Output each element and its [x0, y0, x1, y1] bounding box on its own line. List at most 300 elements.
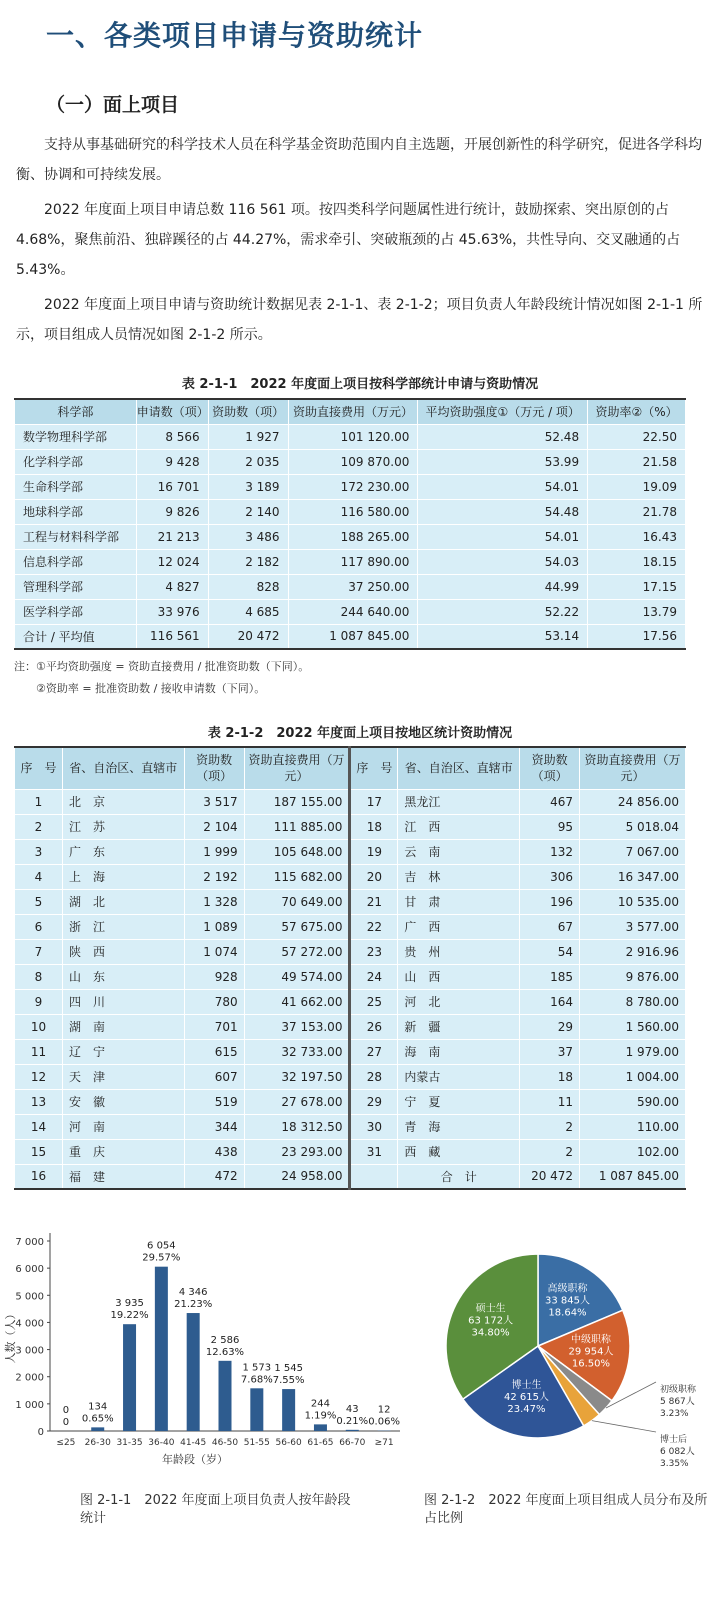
- pie-label-value: 6 082人: [660, 1447, 695, 1457]
- table-cell: 17.15: [588, 574, 686, 599]
- table-cell: 32 197.50: [244, 1064, 350, 1089]
- table-cell: 105 648.00: [244, 839, 350, 864]
- bar: [314, 1424, 327, 1431]
- table-cell: 6: [15, 914, 63, 939]
- table-row: [15, 524, 686, 549]
- bar-percent-label: 29.57%: [142, 1252, 181, 1264]
- table-cell: 生命科学部: [15, 474, 137, 499]
- pie-label-percent: 3.35%: [660, 1459, 689, 1469]
- pie-label-name: 初级职称: [660, 1385, 697, 1395]
- note-2: ②资助率 = 批准资助数 / 接收申请数（下同）。: [36, 682, 266, 695]
- staff-pie-chart: [430, 1228, 720, 1478]
- pie-label-value: 5 867人: [660, 1397, 695, 1407]
- table-cell: 宁 夏: [398, 1089, 520, 1114]
- table-cell: 3 189: [208, 474, 288, 499]
- y-axis-label: 人数（人）: [4, 1308, 17, 1364]
- table-cell: 590.00: [580, 1089, 686, 1114]
- table1-caption: 表 2-1-1 2022 年度面上项目按科学部统计申请与资助情况: [181, 377, 539, 392]
- table-cell: 70 649.00: [244, 889, 350, 914]
- table-cell: 地球科学部: [15, 499, 137, 524]
- table-row: [15, 549, 686, 574]
- x-tick-label: 41-45: [180, 1438, 207, 1448]
- table-cell: 1 087 845.00: [288, 624, 418, 649]
- table-cell: 江 苏: [62, 814, 184, 839]
- figure2-caption: [424, 1492, 710, 1528]
- table-cell: 1 087 845.00: [580, 1164, 686, 1189]
- table-cell: 内蒙古: [398, 1064, 520, 1089]
- table-cell: [350, 1164, 398, 1189]
- table-row: [15, 989, 686, 1014]
- pie-label-value: 63 172人: [468, 1315, 514, 1327]
- table-row: [15, 599, 686, 624]
- x-tick-label: 66-70: [339, 1438, 366, 1448]
- bar-percent-label: 7.55%: [272, 1375, 305, 1387]
- col-header: 资助数（项）: [208, 399, 288, 424]
- pie-label-percent: 16.50%: [571, 1358, 611, 1370]
- table-row: [15, 1014, 686, 1039]
- table-cell: 18.15: [588, 549, 686, 574]
- table-cell: 14: [15, 1114, 63, 1139]
- bar-value-label: 43: [345, 1403, 359, 1415]
- table-cell: 海 南: [398, 1039, 520, 1064]
- table-cell: 5: [15, 889, 63, 914]
- table-cell: 519: [184, 1089, 244, 1114]
- page-title: 一、各类项目申请与资助统计: [46, 19, 424, 52]
- x-tick-label: 51-55: [243, 1438, 270, 1448]
- col-header: 科学部: [15, 399, 137, 424]
- table-cell: 18 312.50: [244, 1114, 350, 1139]
- pie-label-name: 博士生: [511, 1380, 542, 1392]
- table-cell: 新 疆: [398, 1014, 520, 1039]
- x-tick-label: 56-60: [275, 1438, 302, 1448]
- table-cell: 9 428: [136, 449, 208, 474]
- table-cell: 19: [350, 839, 398, 864]
- table-cell: 109 870.00: [288, 449, 418, 474]
- table-row: [15, 474, 686, 499]
- bar-value-label: 244: [310, 1398, 331, 1410]
- table-cell: 3 486: [208, 524, 288, 549]
- table-row: [15, 1089, 686, 1114]
- x-tick-label: 26-30: [84, 1438, 111, 1448]
- x-tick-label: 31-35: [116, 1438, 143, 1448]
- table-cell: 22: [350, 914, 398, 939]
- table-cell: 57 675.00: [244, 914, 350, 939]
- bar-value-label: 134: [88, 1401, 108, 1413]
- age-bar-chart: [0, 1228, 420, 1478]
- table-cell: 广 东: [62, 839, 184, 864]
- table-cell: 110.00: [580, 1114, 686, 1139]
- table-cell: 29: [520, 1014, 580, 1039]
- table-cell: 344: [184, 1114, 244, 1139]
- bar: [250, 1388, 263, 1431]
- table-by-department: [14, 398, 686, 650]
- table-cell: 467: [520, 789, 580, 814]
- table-cell: 188 265.00: [288, 524, 418, 549]
- bar-value-label: 12: [377, 1404, 391, 1416]
- pie-label-name: 高级职称: [547, 1283, 588, 1295]
- bar-percent-label: 12.63%: [205, 1346, 245, 1358]
- table-cell: 29: [350, 1089, 398, 1114]
- table-cell: 上 海: [62, 864, 184, 889]
- y-tick-label: 5 000: [15, 1291, 44, 1303]
- x-tick-label: 36-40: [148, 1438, 175, 1448]
- bar: [155, 1267, 168, 1431]
- table-cell: 2 140: [208, 499, 288, 524]
- table-row: [15, 1139, 686, 1164]
- table-row: [15, 839, 686, 864]
- table-cell: 27: [350, 1039, 398, 1064]
- bar: [282, 1389, 295, 1431]
- table-cell: 187 155.00: [244, 789, 350, 814]
- table-cell: 9: [15, 989, 63, 1014]
- table-row: [15, 814, 686, 839]
- table-cell: 黑龙江: [398, 789, 520, 814]
- table-cell: 11: [15, 1039, 63, 1064]
- table-cell: 9 826: [136, 499, 208, 524]
- table-cell: 27 678.00: [244, 1089, 350, 1114]
- bar-percent-label: 7.68%: [240, 1374, 273, 1386]
- table-cell: 陕 西: [62, 939, 184, 964]
- table-cell: 4 685: [208, 599, 288, 624]
- table-cell: 16.43: [588, 524, 686, 549]
- bar-percent-label: 19.22%: [110, 1310, 149, 1322]
- table-cell: 117 890.00: [288, 549, 418, 574]
- table-cell: 3 517: [184, 789, 244, 814]
- table-cell: 10: [15, 1014, 63, 1039]
- table-cell: 16 701: [136, 474, 208, 499]
- bar-value-label: 6 054: [147, 1240, 176, 1252]
- table-cell: 17.56: [588, 624, 686, 649]
- table-row: [15, 1039, 686, 1064]
- table-cell: 438: [184, 1139, 244, 1164]
- table-cell: 22.50: [588, 424, 686, 449]
- table-cell: 23 293.00: [244, 1139, 350, 1164]
- table-cell: 8: [15, 964, 63, 989]
- table-cell: 21.58: [588, 449, 686, 474]
- table-cell: 1 074: [184, 939, 244, 964]
- table-row: [15, 964, 686, 989]
- table-row: [15, 864, 686, 889]
- y-tick-label: 6 000: [15, 1264, 44, 1276]
- table-cell: 10 535.00: [580, 889, 686, 914]
- pie-label-value: 29 954人: [568, 1346, 614, 1358]
- table-cell: 21 213: [136, 524, 208, 549]
- table-cell: 28: [350, 1064, 398, 1089]
- table-cell: 16 347.00: [580, 864, 686, 889]
- table-cell: 615: [184, 1039, 244, 1064]
- pie-leader-line: [592, 1421, 656, 1432]
- x-axis-label: 年龄段（岁）: [162, 1453, 228, 1466]
- table-cell: 2 916.96: [580, 939, 686, 964]
- table-cell: 101 120.00: [288, 424, 418, 449]
- table-row: [15, 624, 686, 649]
- figure2-caption-text: 图 2-1-2 2022 年度面上项目组成人员分布及所占比例: [424, 1493, 708, 1526]
- table-cell: 116 580.00: [288, 499, 418, 524]
- y-tick-label: 1 000: [15, 1399, 44, 1411]
- table-cell: 52.22: [418, 599, 588, 624]
- bar: [123, 1324, 136, 1431]
- table-cell: 472: [184, 1164, 244, 1189]
- paragraph-2: 2022 年度面上项目申请总数 116 561 项。按四类科学问题属性进行统计，鼓励探索、突出原创的占 4.68%，聚焦前沿、独辟蹊径的占 44.27%，需求牵引、突破瓶颈的占 45.63%，共性导向、交叉融通的占 5.43%。: [16, 202, 681, 278]
- table-cell: 青 海: [398, 1114, 520, 1139]
- pie-label-percent: 23.47%: [507, 1404, 546, 1416]
- table-cell: 3: [15, 839, 63, 864]
- x-tick-label: ≤25: [56, 1438, 76, 1448]
- table-cell: 2: [15, 814, 63, 839]
- table-cell: 828: [208, 574, 288, 599]
- table-cell: 四 川: [62, 989, 184, 1014]
- bar-value-label: 1 573: [242, 1362, 272, 1374]
- table-cell: 33 976: [136, 599, 208, 624]
- bar-percent-label: 0.65%: [81, 1413, 114, 1425]
- bar-value-label: 4 346: [178, 1287, 208, 1299]
- table-cell: 102.00: [580, 1139, 686, 1164]
- y-tick-label: 4 000: [15, 1318, 44, 1330]
- section-title: （一）面上项目: [46, 94, 180, 116]
- table-cell: 23: [350, 939, 398, 964]
- table-cell: 164: [520, 989, 580, 1014]
- pie-label-percent: 34.80%: [471, 1327, 510, 1339]
- bar-value-label: 3 935: [115, 1298, 144, 1310]
- table-cell: 福 建: [62, 1164, 184, 1189]
- table1-notes: [14, 656, 309, 700]
- table-cell: 9 876.00: [580, 964, 686, 989]
- table-row: [15, 889, 686, 914]
- bar: [91, 1427, 104, 1431]
- bar-percent-label: 21.23%: [174, 1299, 213, 1311]
- table-cell: 12: [15, 1064, 63, 1089]
- table-cell: 1 089: [184, 914, 244, 939]
- table-cell: 53.99: [418, 449, 588, 474]
- table-cell: 重 庆: [62, 1139, 184, 1164]
- table-cell: 吉 林: [398, 864, 520, 889]
- table-cell: 8 780.00: [580, 989, 686, 1014]
- pie-label-name: 博士后: [660, 1435, 688, 1445]
- table-cell: 2 104: [184, 814, 244, 839]
- table-cell: 西 藏: [398, 1139, 520, 1164]
- col-header: 序 号: [15, 747, 63, 789]
- table-cell: 21: [350, 889, 398, 914]
- table-cell: 2: [520, 1114, 580, 1139]
- table-cell: 18: [520, 1064, 580, 1089]
- table-cell: 天 津: [62, 1064, 184, 1089]
- table-row: [15, 939, 686, 964]
- paragraph-1: 支持从事基础研究的科学技术人员在科学基金资助范围内自主选题，开展创新性的科学研究，促进各学科均衡、协调和可持续发展。: [16, 137, 702, 183]
- table-cell: 54.01: [418, 474, 588, 499]
- table-cell: 山 东: [62, 964, 184, 989]
- table-cell: 1 560.00: [580, 1014, 686, 1039]
- figure1-caption-text: 图 2-1-1 2022 年度面上项目负责人按年龄段统计: [80, 1493, 351, 1526]
- table-cell: 2 035: [208, 449, 288, 474]
- table-cell: 1 328: [184, 889, 244, 914]
- table-cell: 合 计: [398, 1164, 520, 1189]
- table-cell: 244 640.00: [288, 599, 418, 624]
- table-cell: 2 192: [184, 864, 244, 889]
- col-header: 资助率②（%）: [588, 399, 686, 424]
- table-cell: 甘 肃: [398, 889, 520, 914]
- table-cell: 合计 / 平均值: [15, 624, 137, 649]
- table-cell: 116 561: [136, 624, 208, 649]
- table-cell: 701: [184, 1014, 244, 1039]
- table-cell: 7 067.00: [580, 839, 686, 864]
- table-cell: 115 682.00: [244, 864, 350, 889]
- table-cell: 26: [350, 1014, 398, 1039]
- table-cell: 信息科学部: [15, 549, 137, 574]
- pie-label-value: 33 845人: [544, 1295, 590, 1307]
- table-cell: 67: [520, 914, 580, 939]
- col-header: 资助数（项）: [184, 747, 244, 789]
- table-cell: 44.99: [418, 574, 588, 599]
- table-cell: 20: [350, 864, 398, 889]
- bar-value-label: 0: [62, 1405, 70, 1416]
- table-cell: 95: [520, 814, 580, 839]
- table-cell: 306: [520, 864, 580, 889]
- col-header: 资助直接费用（万元）: [288, 399, 418, 424]
- table-cell: 196: [520, 889, 580, 914]
- table-row: [15, 914, 686, 939]
- table-cell: 7: [15, 939, 63, 964]
- table-cell: 湖 北: [62, 889, 184, 914]
- table-cell: 24 856.00: [580, 789, 686, 814]
- pie-label-name: 硕士生: [475, 1303, 506, 1315]
- col-header: 申请数（项）: [136, 399, 208, 424]
- table-cell: 河 北: [398, 989, 520, 1014]
- table-cell: 湖 南: [62, 1014, 184, 1039]
- table-cell: 30: [350, 1114, 398, 1139]
- table-row: [15, 1164, 686, 1189]
- table-cell: 12 024: [136, 549, 208, 574]
- table-cell: 19.09: [588, 474, 686, 499]
- table-cell: 2: [520, 1139, 580, 1164]
- table-cell: 广 西: [398, 914, 520, 939]
- table-cell: 1 999: [184, 839, 244, 864]
- table-cell: 1 927: [208, 424, 288, 449]
- table-cell: 111 885.00: [244, 814, 350, 839]
- table-cell: 780: [184, 989, 244, 1014]
- table-by-region: [14, 746, 686, 1190]
- table-cell: 24: [350, 964, 398, 989]
- table-cell: 2 182: [208, 549, 288, 574]
- table-cell: 15: [15, 1139, 63, 1164]
- bar-percent-label: 0: [62, 1417, 70, 1428]
- table-cell: 3 577.00: [580, 914, 686, 939]
- table-cell: 13: [15, 1089, 63, 1114]
- table2-caption: 表 2-1-2 2022 年度面上项目按地区统计资助情况: [207, 726, 513, 741]
- table-cell: 13.79: [588, 599, 686, 624]
- table-cell: 24 958.00: [244, 1164, 350, 1189]
- table-header-row: [15, 399, 686, 424]
- pie-label-percent: 3.23%: [660, 1409, 689, 1419]
- x-tick-label: 61-65: [307, 1438, 334, 1448]
- table-row: [15, 789, 686, 814]
- table-cell: 37 250.00: [288, 574, 418, 599]
- table-cell: 20 472: [208, 624, 288, 649]
- table-cell: 52.48: [418, 424, 588, 449]
- y-tick-label: 7 000: [15, 1237, 44, 1248]
- table-cell: 54.03: [418, 549, 588, 574]
- note-1: 注：①平均资助强度 = 资助直接费用 / 批准资助数（下同）。: [14, 660, 310, 673]
- x-tick-label: 46-50: [211, 1438, 239, 1448]
- bar-value-label: 1 545: [274, 1363, 303, 1375]
- table-cell: 11: [520, 1089, 580, 1114]
- table-row: [15, 424, 686, 449]
- table-cell: 贵 州: [398, 939, 520, 964]
- table-cell: 化学科学部: [15, 449, 137, 474]
- table-row: [15, 574, 686, 599]
- x-tick-label: ≥71: [374, 1438, 394, 1448]
- pie-label-percent: 18.64%: [548, 1307, 587, 1319]
- table-cell: 21.78: [588, 499, 686, 524]
- table-cell: 25: [350, 989, 398, 1014]
- table-cell: 山 西: [398, 964, 520, 989]
- table-cell: 37: [520, 1039, 580, 1064]
- bar-percent-label: 1.19%: [304, 1410, 337, 1422]
- table-cell: 医学科学部: [15, 599, 137, 624]
- table-row: [15, 1064, 686, 1089]
- col-header: 省、自治区、直辖市: [398, 747, 520, 789]
- table-row: [15, 449, 686, 474]
- bar: [187, 1313, 200, 1431]
- table-cell: 53.14: [418, 624, 588, 649]
- table-cell: 54.48: [418, 499, 588, 524]
- pie-label-value: 42 615人: [503, 1392, 549, 1404]
- table-cell: 607: [184, 1064, 244, 1089]
- bar: [346, 1430, 359, 1431]
- col-header: 资助直接费用（万元）: [244, 747, 350, 789]
- table-cell: 数学物理科学部: [15, 424, 137, 449]
- table-cell: 辽 宁: [62, 1039, 184, 1064]
- table-cell: 31: [350, 1139, 398, 1164]
- table-cell: 4 827: [136, 574, 208, 599]
- table-cell: 54: [520, 939, 580, 964]
- table-cell: 172 230.00: [288, 474, 418, 499]
- table-cell: 1 004.00: [580, 1064, 686, 1089]
- paragraph-3: 2022 年度面上项目申请与资助统计数据见表 2-1-1、表 2-1-2；项目负责人年龄段统计情况如图 2-1-1 所示，项目组成人员情况如图 2-1-2 所示。: [16, 297, 703, 343]
- table-cell: 8 566: [136, 424, 208, 449]
- table-cell: 132: [520, 839, 580, 864]
- table-cell: 32 733.00: [244, 1039, 350, 1064]
- col-header: 序 号: [350, 747, 398, 789]
- table-cell: 北 京: [62, 789, 184, 814]
- y-tick-label: 3 000: [15, 1345, 44, 1357]
- table-cell: 1 979.00: [580, 1039, 686, 1064]
- table-cell: 20 472: [520, 1164, 580, 1189]
- bar-percent-label: 0.21%: [336, 1415, 369, 1427]
- table-cell: 工程与材料科学部: [15, 524, 137, 549]
- table-cell: 16: [15, 1164, 63, 1189]
- table-cell: 37 153.00: [244, 1014, 350, 1039]
- table-cell: 185: [520, 964, 580, 989]
- y-tick-label: 2 000: [15, 1372, 44, 1384]
- table-cell: 17: [350, 789, 398, 814]
- figure1-caption: [80, 1492, 360, 1528]
- bar-percent-label: 0.06%: [368, 1416, 400, 1428]
- table-cell: 18: [350, 814, 398, 839]
- col-header: 资助直接费用（万元）: [580, 747, 686, 789]
- table-row: [15, 499, 686, 524]
- y-tick-label: 0: [37, 1427, 44, 1438]
- table-row: [15, 1114, 686, 1139]
- col-header: 资助数（项）: [520, 747, 580, 789]
- table-cell: 云 南: [398, 839, 520, 864]
- table-cell: 4: [15, 864, 63, 889]
- bar: [219, 1361, 232, 1431]
- table-cell: 安 徽: [62, 1089, 184, 1114]
- table-cell: 928: [184, 964, 244, 989]
- table-cell: 54.01: [418, 524, 588, 549]
- table-cell: 5 018.04: [580, 814, 686, 839]
- table-cell: 江 西: [398, 814, 520, 839]
